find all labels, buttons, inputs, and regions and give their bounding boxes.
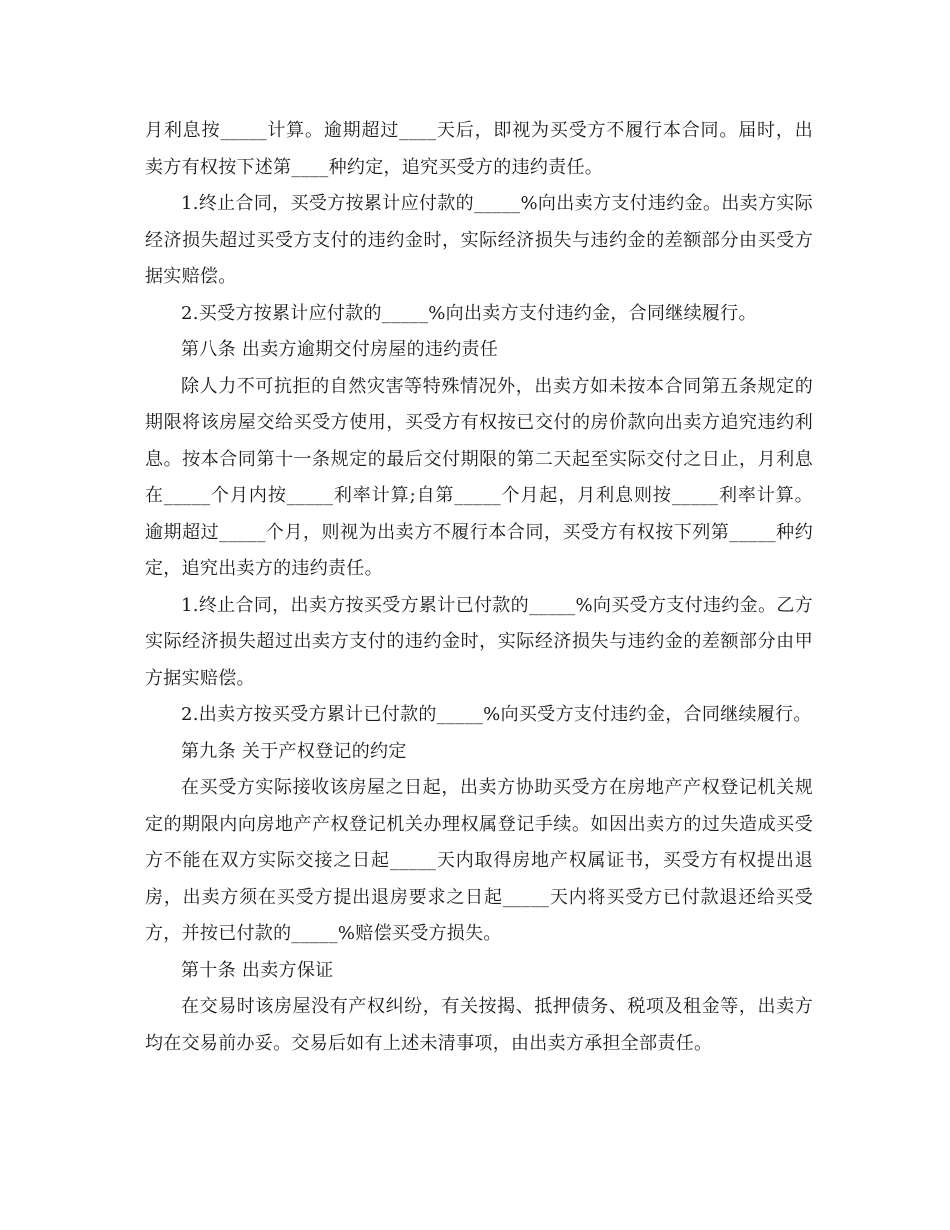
- list-item-continue-contract: 2.出卖方按买受方累计已付款的_____%向买受方支付违约金，合同继续履行。: [181, 704, 812, 725]
- article-9-body: 在买受方实际接收该房屋之日起，出卖方协助买受方在房地产产权登记机关规定的期限内向房地产产权登记机关办理权属登记手续。如因出卖方的过失造成买受方不能在双方实际交接之日起_____天内取得房地产权属证书，买受方有权提出退房，出卖方须在买受方提出退房要求之日起_____天内将买受方已付款退还给买受方，并按已付款的_____%赔偿买受方损失。: [145, 777, 813, 944]
- article-9-heading: 第九条 关于产权登记的约定: [181, 740, 407, 762]
- article-10-heading: 第十条 出卖方保证: [181, 959, 334, 981]
- list-item-continue-contract: 2.买受方按累计应付款的_____%向出卖方支付违约金，合同继续履行。: [181, 302, 757, 324]
- article-8-heading: 第八条 出卖方逾期交付房屋的违约责任: [181, 339, 499, 360]
- article-10-body: 在交易时该房屋没有产权纠纷，有关按揭、抵押债务、税项及租金等，出卖方均在交易前办妥。交易后如有上述未清事项，由出卖方承担全部责任。: [145, 996, 813, 1054]
- list-item-terminate-contract: 1.终止合同，出卖方按买受方累计已付款的_____%向买受方支付违约金。乙方实际经济损失超过出卖方支付的违约金时，实际经济损失与违约金的差额部分由甲方据实赔偿。: [145, 594, 813, 689]
- document-body: [145, 113, 813, 1062]
- list-item-terminate-contract: 1.终止合同，买受方按累计应付款的_____%向出卖方支付违约金。出卖方实际经济损失超过买受方支付的违约金时，实际经济损失与违约金的差额部分由买受方据实赔偿。: [145, 193, 813, 287]
- paragraph-continuation: 月利息按_____计算。逾期超过____天后，即视为买受方不履行本合同。届时，出卖方有权按下述第____种约定，追究买受方的违约责任。: [145, 120, 813, 178]
- article-8-body: 除人力不可抗拒的自然灾害等特殊情况外，出卖方如未按本合同第五条规定的期限将该房屋交给买受方使用，买受方有权按已交付的房价款向出卖方追究违约利息。按本合同第十一条规定的最后交付期限的第二天起至实际交付之日止，月利息在_____个月内按_____利率计算;自第_____个月起，月利息则按_____利率计算。逾期超过_____个月，则视为出卖方不履行本合同，买受方有权按下列第_____种约定，追究出卖方的违约责任。: [145, 375, 813, 579]
